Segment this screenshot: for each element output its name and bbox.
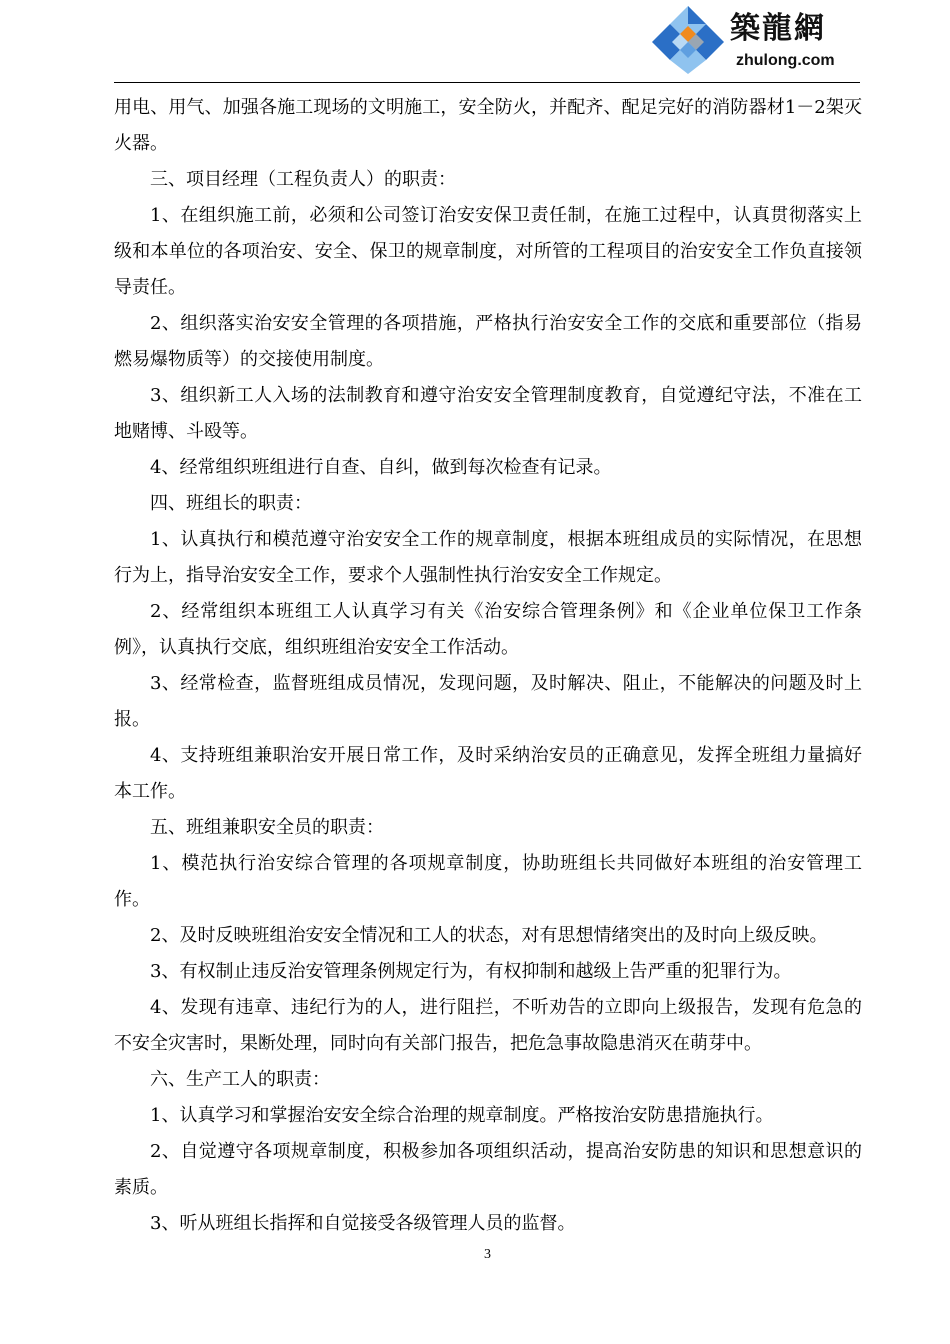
paragraph: 4、支持班组兼职治安开展日常工作，及时采纳治安员的正确意见，发挥全班组力量搞好本工作。 bbox=[114, 745, 862, 802]
section-heading: 四、班组长的职责： bbox=[150, 493, 312, 514]
paragraph: 1、认真学习和掌握治安安全综合治理的规章制度。严格按治安防患措施执行。 bbox=[150, 1105, 774, 1126]
paragraph: 3、听从班组长指挥和自觉接受各级管理人员的监督。 bbox=[150, 1213, 576, 1234]
logo-domain-text: zhulong.com bbox=[736, 52, 835, 69]
zhulong-logo bbox=[650, 4, 870, 76]
header-divider bbox=[114, 82, 860, 83]
paragraph: 2、组织落实治安安全管理的各项措施，严格执行治安安全工作的交底和重要部位（指易燃易爆物质等）的交接使用制度。 bbox=[114, 313, 862, 370]
paragraph: 1、在组织施工前，必须和公司签订治安安保卫责任制，在施工过程中，认真贯彻落实上级和本单位的各项治安、安全、保卫的规章制度，对所管的工程项目的治安安全工作负直接领导责任。 bbox=[114, 205, 862, 298]
paragraph: 1、认真执行和模范遵守治安安全工作的规章制度，根据本班组成员的实际情况，在思想行为上，指导治安安全工作，要求个人强制性执行治安安全工作规定。 bbox=[114, 529, 862, 586]
paragraph: 3、经常检查，监督班组成员情况，发现问题，及时解决、阻止，不能解决的问题及时上报。 bbox=[114, 673, 862, 730]
paragraph: 2、及时反映班组治安安全情况和工人的状态，对有思想情绪突出的及时向上级反映。 bbox=[150, 925, 828, 946]
paragraph: 2、自觉遵守各项规章制度，积极参加各项组织活动，提高治安防患的知识和思想意识的素质。 bbox=[114, 1141, 862, 1198]
zhulong-diamond-icon bbox=[650, 4, 726, 76]
document-body bbox=[114, 90, 862, 1242]
paragraph: 4、发现有违章、违纪行为的人，进行阻拦，不听劝告的立即向上级报告，发现有危急的不安全灾害时，果断处理，同时向有关部门报告，把危急事故隐患消灭在萌芽中。 bbox=[114, 997, 862, 1054]
paragraph: 3、有权制止违反治安管理条例规定行为，有权抑制和越级上告严重的犯罪行为。 bbox=[150, 961, 792, 982]
page-number: 3 bbox=[484, 1247, 491, 1262]
paragraph: 4、经常组织班组进行自查、自纠，做到每次检查有记录。 bbox=[150, 457, 612, 478]
section-heading: 三、项目经理（工程负责人）的职责： bbox=[150, 169, 456, 190]
paragraph: 2、经常组织本班组工人认真学习有关《治安综合管理条例》和《企业单位保卫工作条例》，认真执行交底，组织班组治安安全工作活动。 bbox=[114, 601, 862, 658]
section-heading: 六、生产工人的职责： bbox=[150, 1069, 330, 1090]
logo-chinese-text: 築龍網 bbox=[730, 11, 826, 46]
paragraph: 1、模范执行治安综合管理的各项规章制度，协助班组长共同做好本班组的治安管理工作。 bbox=[114, 853, 862, 910]
paragraph: 3、组织新工人入场的法制教育和遵守治安安全管理制度教育，自觉遵纪守法，不准在工地赌博、斗殴等。 bbox=[114, 385, 862, 442]
paragraph: 用电、用气、加强各施工现场的文明施工，安全防火，并配齐、配足完好的消防器材1－2架灭火器。 bbox=[114, 97, 862, 154]
section-heading: 五、班组兼职安全员的职责： bbox=[150, 817, 384, 838]
